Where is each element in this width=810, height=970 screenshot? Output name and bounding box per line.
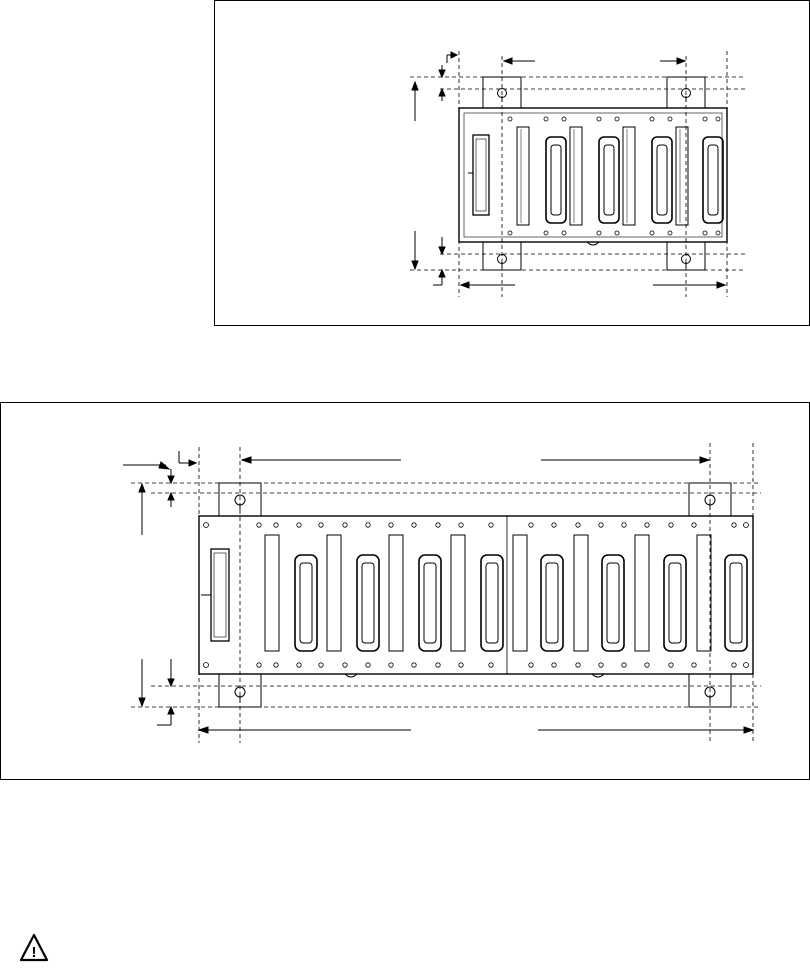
slot-3 xyxy=(389,535,441,651)
left-ribbon-connector xyxy=(201,549,229,641)
slot-7 xyxy=(635,535,686,651)
dashed-reference-lines xyxy=(410,51,745,297)
slot-1 xyxy=(517,127,566,225)
chassis-body xyxy=(459,108,727,242)
slot-8 xyxy=(697,535,747,651)
four-slot-dimension-drawing xyxy=(215,1,810,327)
eight-slot-chassis-figure xyxy=(0,402,810,780)
eight-slot-dimension-drawing xyxy=(1,403,810,781)
left-ribbon-connector xyxy=(468,135,489,215)
slot-4 xyxy=(676,127,723,225)
slot-5 xyxy=(513,535,563,651)
slot-2 xyxy=(327,535,379,651)
dashed-reference-lines xyxy=(131,443,761,743)
slot-2 xyxy=(570,127,619,225)
caution-triangle-icon xyxy=(19,933,49,963)
caution-symbol: ! xyxy=(31,944,37,961)
slot-3 xyxy=(623,127,672,225)
chassis-inner-border xyxy=(464,113,722,237)
slot-1 xyxy=(265,535,317,651)
slot-4 xyxy=(451,535,503,651)
four-slot-chassis-figure xyxy=(214,0,810,326)
screw-holes xyxy=(204,523,749,668)
slot-6 xyxy=(574,535,624,651)
